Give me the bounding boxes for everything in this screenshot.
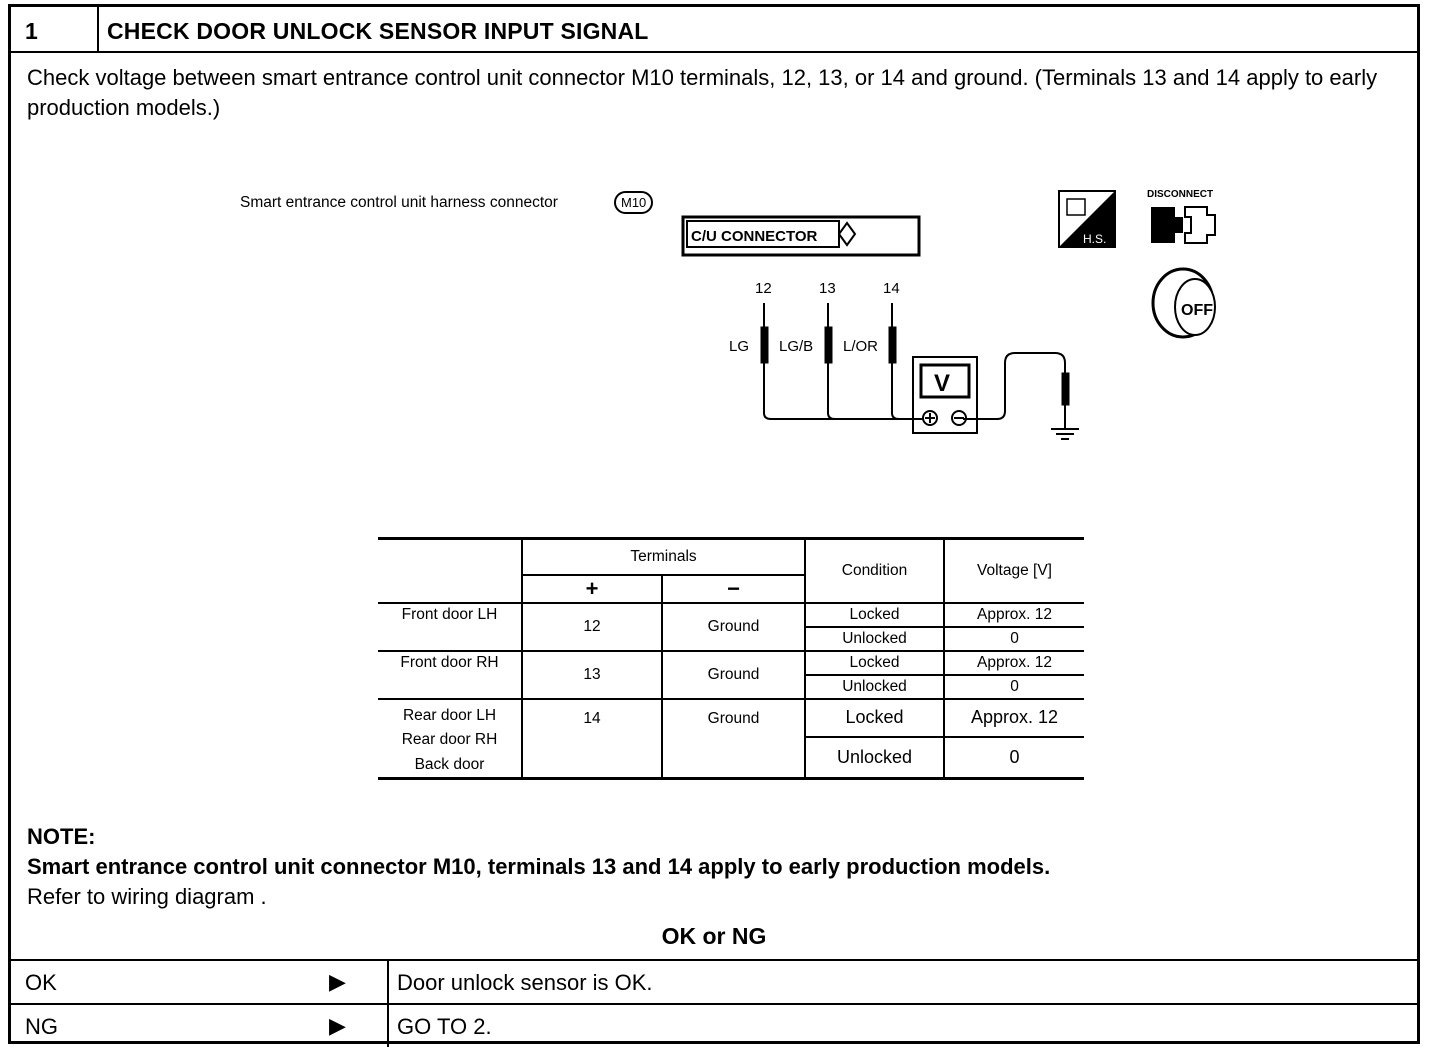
row-plus: 14: [522, 699, 662, 779]
wire-color-lgb: LG/B: [779, 338, 814, 355]
wire-color-lor: L/OR: [843, 338, 879, 355]
arrow-right-icon: ▶: [329, 1013, 346, 1038]
result-heading: OK or NG: [661, 923, 767, 949]
step-instruction: Check voltage between smart entrance control unit connector M10 terminals, 12, 13, or 14 and ground. (Terminals 13 and 14 apply to early production models.): [27, 65, 1378, 120]
connector-label: Smart entrance control unit harness connector: [240, 194, 558, 211]
row-locked: Locked: [805, 699, 944, 738]
row-minus: Ground: [662, 651, 805, 699]
step-frame: [8, 4, 1420, 1044]
step-number: 1: [11, 7, 99, 51]
row-minus: Ground: [662, 699, 805, 779]
result-value-ok: Door unlock sensor is OK.: [397, 970, 653, 995]
hs-icon-label: H.S.: [1083, 232, 1107, 246]
result-value-ng: GO TO 2.: [397, 1014, 492, 1039]
step-header: [11, 7, 1417, 53]
harness-side-icon: [1059, 191, 1115, 247]
row-location: Front door RH: [378, 651, 522, 699]
step-title: CHECK DOOR UNLOCK SENSOR INPUT SIGNAL: [107, 18, 649, 44]
voltage-header: Voltage [V]: [944, 539, 1084, 603]
note-text: Refer to wiring diagram .: [27, 884, 267, 909]
row-location: Front door LH: [378, 603, 522, 651]
result-row-ok: [11, 959, 1417, 1003]
row-locked-voltage: Approx. 12: [944, 603, 1084, 627]
voltage-spec-table: [378, 537, 1084, 780]
cu-connector: [683, 217, 919, 255]
note-bold-text: Smart entrance control unit connector M10, terminals 13 and 14 apply to early production models.: [27, 854, 1051, 879]
row-unlocked: Unlocked: [805, 627, 944, 651]
row-unlocked-voltage: 0: [944, 627, 1084, 651]
condition-header: Condition: [805, 539, 944, 603]
terminal-13-label: 13: [819, 280, 836, 297]
row-locked-voltage: Approx. 12: [944, 651, 1084, 675]
arrow-right-icon: ▶: [329, 969, 346, 994]
circuit-drawing: [11, 177, 1423, 467]
result-key-ok: OK: [25, 970, 57, 995]
location-rear-lh: Rear door LH: [402, 706, 497, 724]
result-row-ng: [11, 1003, 1417, 1047]
row-locked: Locked: [805, 651, 944, 675]
voltmeter: [913, 357, 977, 433]
row-minus: Ground: [662, 603, 805, 651]
note-block: [27, 822, 1050, 912]
row-unlocked-voltage: 0: [944, 675, 1084, 699]
disconnect-icon-label: DISCONNECT: [1147, 189, 1214, 200]
disconnect-icon: [1147, 189, 1215, 243]
cu-connector-label: C/U CONNECTOR: [691, 228, 818, 245]
terminal-14-label: 14: [883, 280, 900, 297]
connector-id-badge: M10: [614, 191, 653, 214]
minus-header: −: [662, 575, 805, 603]
location-back-door: Back door: [414, 755, 485, 773]
terminals-header: Terminals: [522, 539, 805, 575]
location-rear-rh: Rear door RH: [401, 731, 498, 748]
row-unlocked-voltage: 0: [944, 737, 1084, 778]
row-plus: 12: [522, 603, 662, 651]
result-key-ng: NG: [25, 1014, 58, 1039]
terminal-12-label: 12: [755, 280, 772, 297]
row-location-multi: [378, 699, 522, 779]
ground-symbol: [1051, 373, 1079, 439]
row-unlocked: Unlocked: [805, 675, 944, 699]
ignition-off-icon: [1153, 269, 1215, 337]
plus-header: +: [522, 575, 662, 603]
row-locked: Locked: [805, 603, 944, 627]
row-plus: 13: [522, 651, 662, 699]
note-heading: NOTE:: [27, 824, 96, 849]
row-locked-voltage: Approx. 12: [944, 699, 1084, 738]
voltmeter-label: V: [934, 370, 951, 397]
wire-color-lg: LG: [729, 338, 750, 355]
off-icon-label: OFF: [1181, 302, 1213, 319]
row-unlocked: Unlocked: [805, 737, 944, 778]
wiring-diagram: [11, 177, 1423, 467]
